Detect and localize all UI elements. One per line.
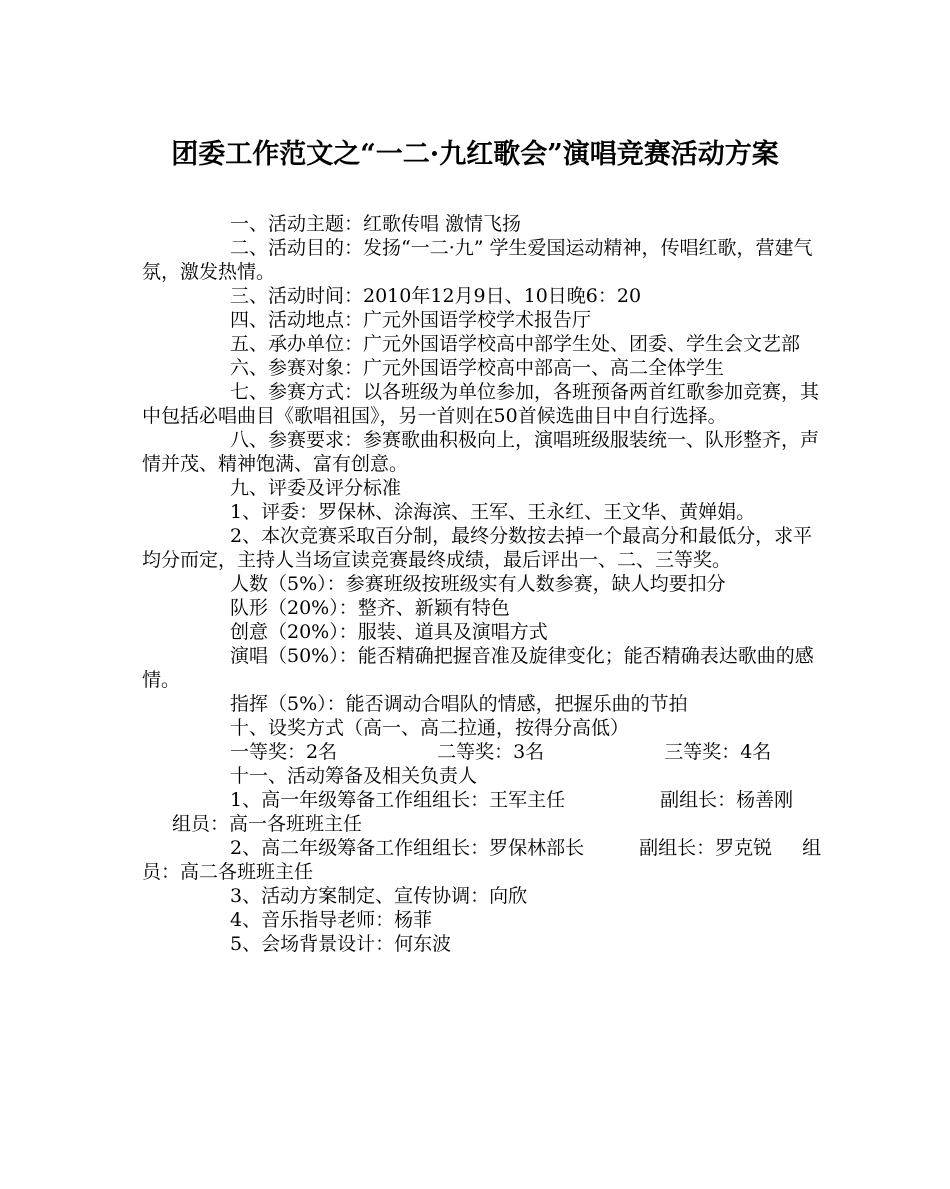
grade2-leader: 2、高二年级筹备工作组组长：罗保林部长	[230, 837, 585, 859]
paragraph-scoring: 2、本次竞赛采取百分制，最终分数按去掉一个最高分和最低分，求平均分而定，主持人当场宣读竞赛最终成绩，最后评出一、二、三等奖。	[142, 525, 813, 571]
paragraph-grade2-team	[142, 836, 822, 884]
paragraph-preparation-heading: 十一、活动筹备及相关负责人	[230, 765, 478, 787]
criterion-singing: 演唱（50%）：能否精确把握音准及旋律变化；能否精确表达歌曲的感情。	[142, 645, 814, 691]
paragraph-time: 三、活动时间：2010年12月9日、10日晚6：20	[230, 285, 642, 307]
paragraph-participants: 六、参赛对象：广元外国语学校高中部高一、高二全体学生	[230, 357, 725, 379]
grade2-deputy: 副组长：罗克锐	[639, 837, 773, 859]
paragraph-planning: 3、活动方案制定、宣传协调：向欣	[230, 885, 528, 907]
award-first: 一等奖：2名	[230, 741, 338, 763]
paragraph-organizer: 五、承办单位：广元外国语学校高中部学生处、团委、学生会文艺部	[230, 333, 801, 355]
paragraph-music-teacher: 4、音乐指导老师：杨菲	[230, 909, 433, 931]
paragraph-stage-design: 5、会场背景设计：何东波	[230, 933, 452, 955]
award-third: 三等奖：4名	[664, 741, 772, 763]
paragraph-judges: 1、评委：罗保林、涂海滨、王军、王永红、王文华、黄婵娟。	[230, 501, 756, 523]
criterion-creativity: 创意（20%）：服装、道具及演唱方式	[230, 621, 548, 643]
grade2-members: 组员：高二各班班主任	[142, 837, 822, 883]
document-title: 团委工作范文之“一二·九红歌会”演唱竞赛活动方案	[171, 139, 779, 170]
criterion-formation: 队形（20%）：整齐、新颖有特色	[230, 597, 510, 619]
criterion-conducting: 指挥（5%）：能否调动合唱队的情感，把握乐曲的节拍	[230, 693, 688, 715]
document-body	[142, 212, 822, 956]
paragraph-judging-heading: 九、评委及评分标准	[230, 477, 402, 499]
paragraph-theme: 一、活动主题：红歌传唱 激情飞扬	[230, 213, 522, 235]
grade1-deputy: 副组长：杨善刚	[660, 789, 794, 811]
paragraph-format: 七、参赛方式：以各班级为单位参加，各班预备两首红歌参加竞赛，其中包括必唱曲目《歌唱祖国》，另一首则在50首候选曲目中自行选择。	[142, 381, 820, 427]
grade1-members: 组员：高一各班班主任	[172, 813, 363, 835]
paragraph-grade1-team	[142, 788, 822, 836]
paragraph-awards	[142, 740, 822, 764]
paragraph-venue: 四、活动地点：广元外国语学校学术报告厅	[230, 309, 592, 331]
grade1-leader: 1、高一年级筹备工作组组长：王军主任	[230, 789, 566, 811]
criterion-headcount: 人数（5%）：参赛班级按班级实有人数参赛，缺人均要扣分	[230, 573, 726, 595]
paragraph-purpose: 二、活动目的：发扬“一二·九” 学生爱国运动精神，传唱红歌，营建气氛，激发热情。	[142, 237, 813, 283]
paragraph-requirements: 八、参赛要求：参赛歌曲积极向上，演唱班级服装统一、队形整齐，声情并茂、精神饱满、富有创意。	[142, 429, 820, 475]
paragraph-awards-heading: 十、设奖方式（高一、高二拉通，按得分高低）	[230, 717, 630, 739]
award-second: 二等奖：3名	[437, 741, 545, 763]
